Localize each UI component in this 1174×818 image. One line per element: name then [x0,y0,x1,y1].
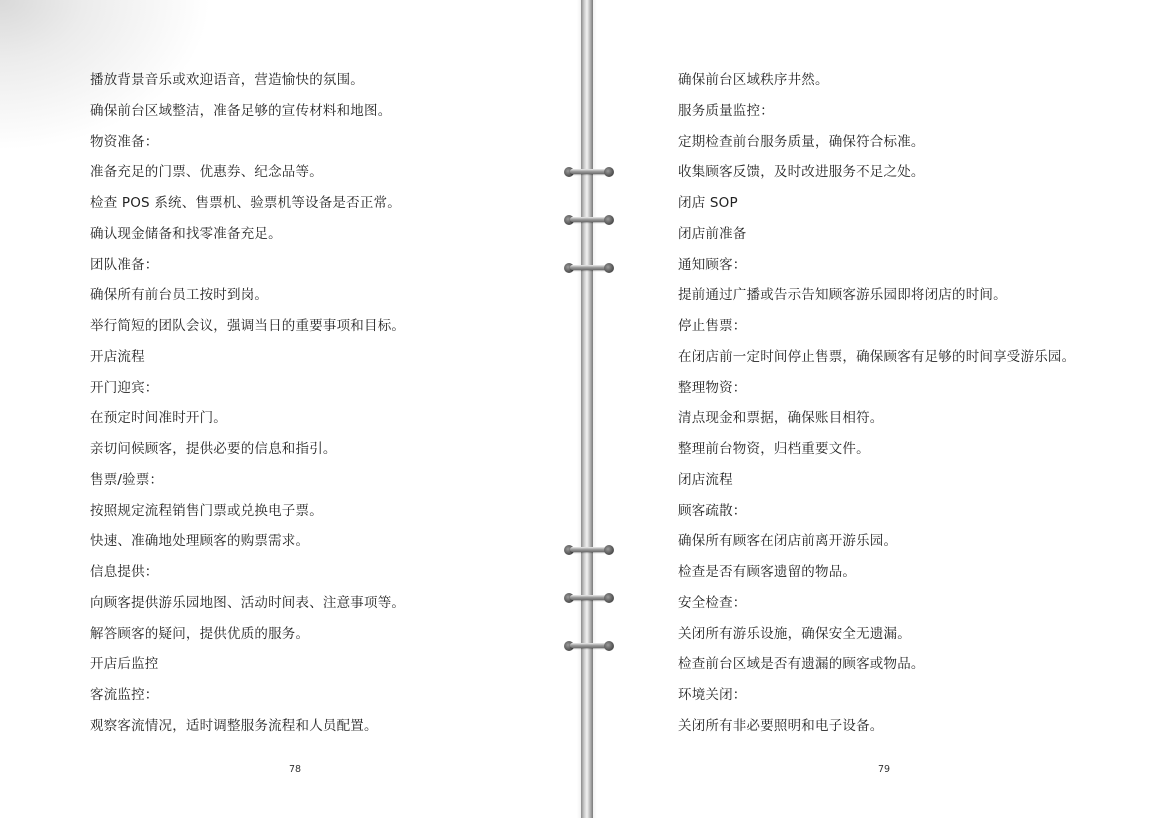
text-line: 开店后监控 [90,656,159,673]
binder-ring-icon [564,214,614,226]
right-page-number: 79 [878,764,891,775]
text-line: 环境关闭： [678,687,747,703]
text-line: 清点现金和票据，确保账目相符。 [678,410,884,427]
text-line: 关闭所有非必要照明和电子设备。 [678,717,884,734]
text-line: 整理物资： [678,379,747,396]
text-line: 快速、准确地处理顾客的购票需求。 [90,533,310,550]
binder-ring-icon [564,262,614,274]
text-line: 播放背景音乐或欢迎语音，营造愉快的氛围。 [90,72,364,88]
right-page [594,0,1174,818]
text-line: 提前通过广播或告示告知顾客游乐园即将闭店的时间。 [678,287,1007,304]
text-line: 关闭所有游乐设施，确保安全无遗漏。 [678,625,911,642]
binder-spine [581,0,593,818]
text-line: 信息提供： [90,564,159,580]
text-line: 通知顾客： [678,256,747,273]
text-line: 售票/验票： [90,471,164,488]
text-line: 在预定时间准时开门。 [90,410,227,427]
binder-ring-icon [564,640,614,652]
text-line: 确保所有顾客在闭店前离开游乐园。 [678,533,898,550]
binder-ring-icon [564,166,614,178]
text-line: 定期检查前台服务质量，确保符合标准。 [678,133,925,150]
text-line: 检查 POS 系统、售票机、验票机等设备是否正常。 [90,195,401,211]
text-line: 检查前台区域是否有遗漏的顾客或物品。 [678,656,925,673]
text-line: 观察客流情况，适时调整服务流程和人员配置。 [90,717,378,734]
text-line: 解答顾客的疑问，提供优质的服务。 [90,625,310,642]
text-line: 客流监控： [90,687,159,703]
text-line: 闭店前准备 [678,225,747,242]
text-line: 停止售票： [678,318,747,334]
binder-ring-icon [564,592,614,604]
text-line: 检查是否有顾客遗留的物品。 [678,564,857,580]
text-line: 整理前台物资，归档重要文件。 [678,441,870,457]
text-line: 亲切问候顾客，提供必要的信息和指引。 [90,441,337,457]
text-line: 举行简短的团队会议，强调当日的重要事项和目标。 [90,318,406,334]
binder-ring-icon [564,544,614,556]
left-page-number: 78 [289,764,302,775]
text-line: 安全检查： [678,594,747,611]
text-line: 顾客疏散： [678,502,747,519]
text-line: 准备充足的门票、优惠券、纪念品等。 [90,164,323,181]
left-page [0,0,584,818]
text-line: 确保所有前台员工按时到岗。 [90,287,269,304]
text-line: 确保前台区域整洁，准备足够的宣传材料和地图。 [90,102,392,119]
text-line: 团队准备： [90,256,159,273]
text-line: 开店流程 [90,348,145,365]
text-line: 收集顾客反馈，及时改进服务不足之处。 [678,164,925,181]
text-line: 在闭店前一定时间停止售票，确保顾客有足够的时间享受游乐园。 [678,348,1076,365]
text-line: 闭店流程 [678,471,733,488]
text-line: 确认现金储备和找零准备充足。 [90,225,282,242]
text-line: 闭店 SOP [678,195,738,211]
text-line: 向顾客提供游乐园地图、活动时间表、注意事项等。 [90,594,406,611]
text-line: 开门迎宾： [90,379,159,396]
text-line: 服务质量监控： [678,102,774,119]
text-line: 按照规定流程销售门票或兑换电子票。 [90,502,323,519]
text-line: 物资准备： [90,133,159,150]
text-line: 确保前台区域秩序井然。 [678,72,829,88]
